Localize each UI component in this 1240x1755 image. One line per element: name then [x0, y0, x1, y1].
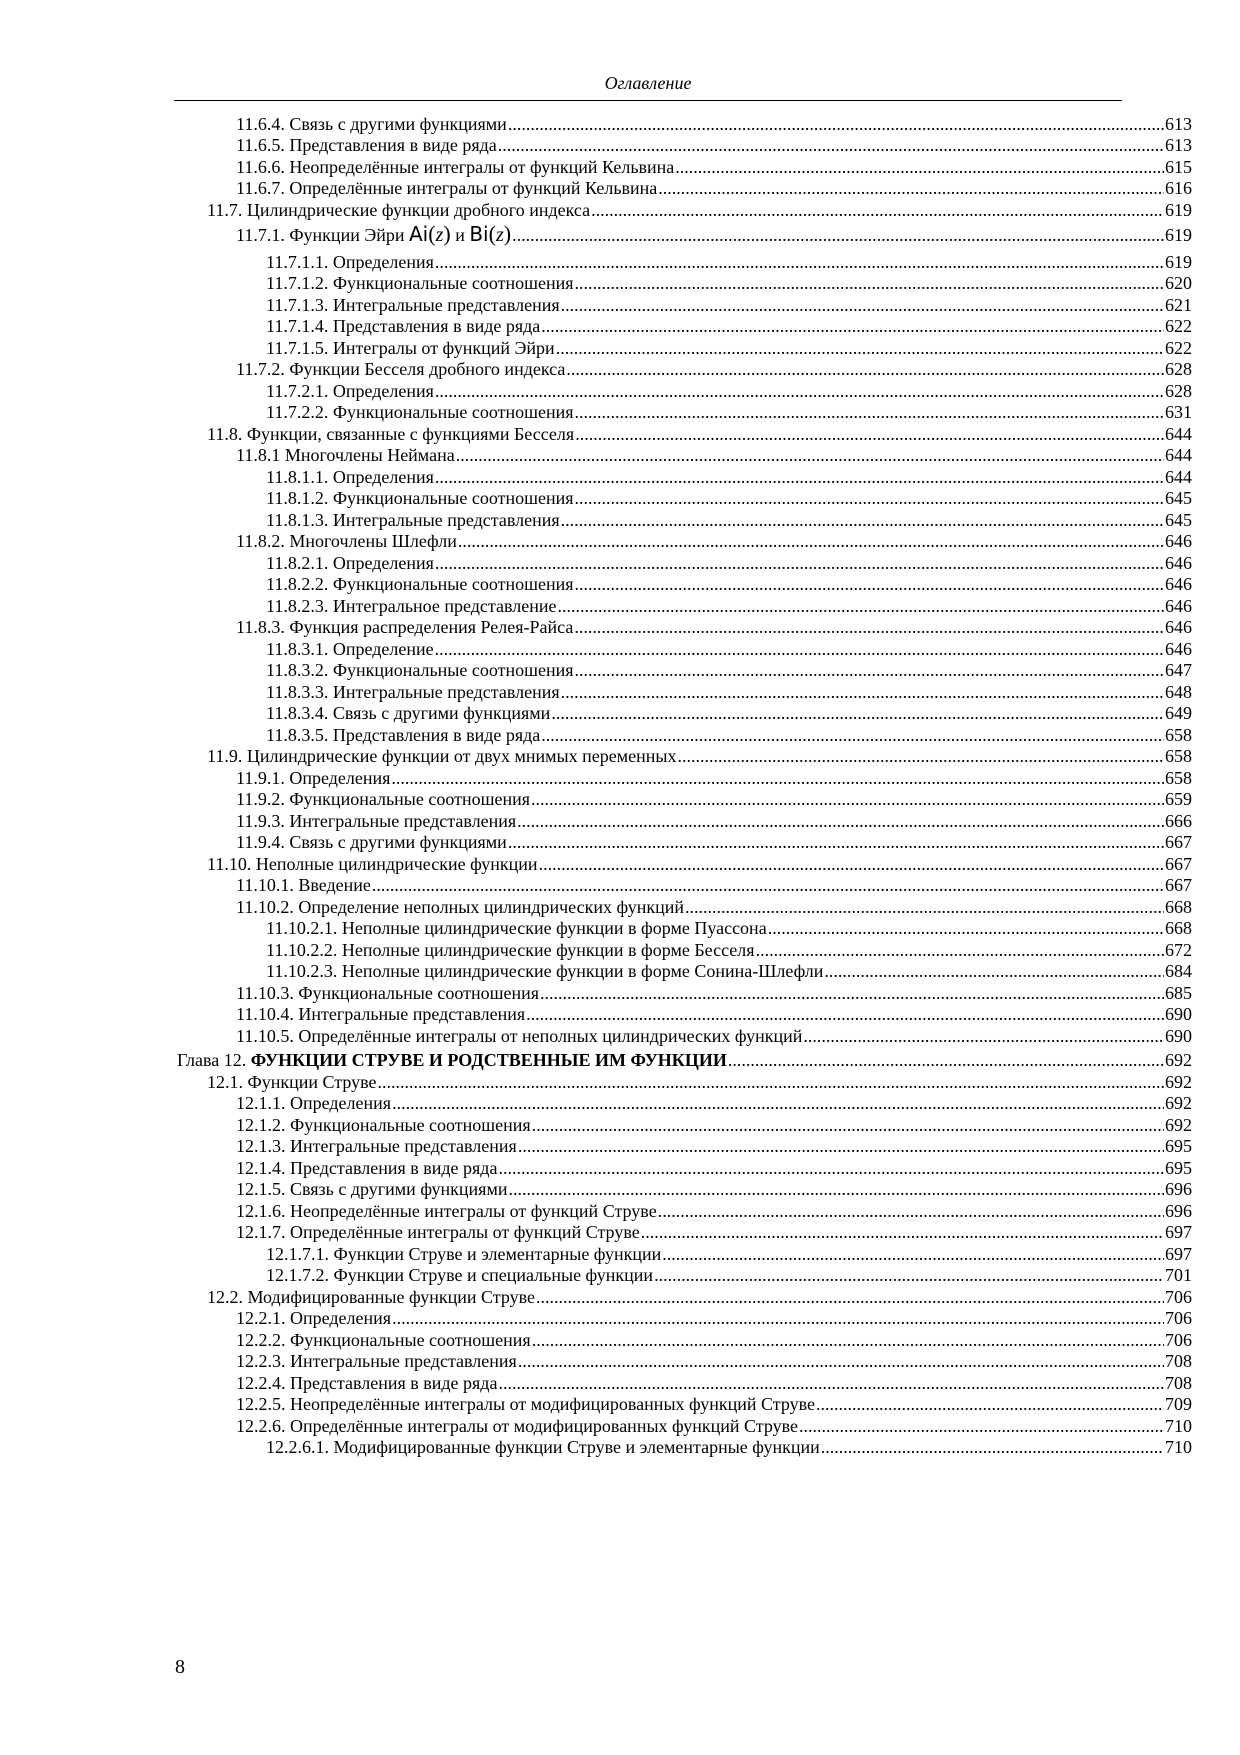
toc-entry-title: 11.8.3.2. Функциональные соотношения	[266, 660, 574, 680]
toc-entry[interactable]	[236, 529, 1192, 553]
toc-page-number: 706	[1165, 1308, 1192, 1328]
toc-entry[interactable]	[236, 1091, 1192, 1115]
dot-leader	[641, 1220, 1164, 1244]
toc-page-number: 658	[1165, 725, 1192, 745]
toc-entry-title: 11.9.1. Определения	[236, 768, 391, 788]
toc-entry-title: 12.2.6.1. Модифицированные функции Струве и элементарные функции	[266, 1437, 820, 1457]
toc-page-number: 695	[1165, 1158, 1192, 1178]
toc-entry[interactable]	[266, 271, 1192, 295]
page-number: 8	[175, 1656, 185, 1678]
chapter-prefix: Глава 12.	[177, 1050, 251, 1070]
toc-entry[interactable]	[266, 486, 1192, 510]
toc-page-number: 645	[1165, 488, 1192, 508]
toc-entry-title: 12.1.4. Представления в виде ряда	[236, 1158, 498, 1178]
dot-leader	[574, 615, 1164, 639]
toc-entry-title: 12.1.7.1. Функции Струве и элементарные функции	[266, 1244, 662, 1264]
airy-ai-argument: z	[435, 224, 444, 246]
toc-page-number: 668	[1165, 918, 1192, 938]
toc-entry[interactable]	[266, 1435, 1192, 1459]
toc-entry[interactable]	[236, 1177, 1192, 1201]
dot-leader	[575, 271, 1164, 295]
toc-page-number: 628	[1165, 381, 1192, 401]
toc-entry-title: 11.6.4. Связь с другими функциями	[236, 114, 507, 134]
toc-entry-title: 11.10.2.3. Неполные цилиндрические функции в форме Сонина-Шлефли	[266, 961, 824, 981]
toc-entry[interactable]	[266, 658, 1192, 682]
toc-entry-title: 11.10.2. Определение неполных цилиндрических функций	[236, 897, 684, 917]
toc-entry[interactable]	[236, 1306, 1192, 1330]
toc-entry-title: 11.8.3. Функция распределения Релея-Райса	[236, 617, 574, 637]
open-paren: (	[428, 221, 436, 246]
toc-entry-title: 12.1.7.2. Функции Струве и специальные функции	[266, 1265, 654, 1285]
toc-page-number: 667	[1165, 854, 1192, 874]
toc-page-number: 646	[1165, 596, 1192, 616]
toc-page-number: 644	[1165, 467, 1192, 487]
toc-entry[interactable]	[236, 1134, 1192, 1158]
toc-entry-title: 12.2.5. Неопределённые интегралы от модифицированных функций Струве	[236, 1394, 816, 1414]
toc-page-number: 692	[1165, 1050, 1192, 1070]
dot-leader	[824, 959, 1164, 983]
toc-page-number: 668	[1165, 897, 1192, 917]
toc-entry-title: 11.7.1.1. Определения	[266, 252, 434, 272]
toc-page-number: 613	[1165, 114, 1192, 134]
toc-page-number: 644	[1165, 445, 1192, 465]
toc-page-number: 628	[1165, 359, 1192, 379]
toc-entry-title: 11.10. Неполные цилиндрические функции	[207, 854, 538, 874]
toc-page-number: 647	[1165, 660, 1192, 680]
toc-page-number: 621	[1165, 295, 1192, 315]
toc-entry-title: 11.8.1.1. Определения	[266, 467, 434, 487]
toc-entry-title: 12.1.6. Неопределённые интегралы от функций Струве	[236, 1201, 657, 1221]
toc-entry[interactable]	[236, 873, 1192, 897]
toc-entry-title: 11.10.2.2. Неполные цилиндрические функции в форме Бесселя	[266, 940, 755, 960]
toc-page-number: 690	[1165, 1026, 1192, 1046]
open-paren: (	[488, 221, 496, 246]
toc-entry-title: 12.2.3. Интегральные представления	[236, 1351, 517, 1371]
dot-leader	[768, 916, 1164, 940]
toc-entry-title: 11.7.2.1. Определения	[266, 381, 434, 401]
formula-row-prefix: 11.7.1. Функции Эйри	[236, 225, 409, 245]
toc-entry[interactable]	[266, 1263, 1192, 1287]
dot-leader	[728, 1048, 1164, 1072]
dot-leader	[575, 400, 1164, 424]
toc-page-number: 619	[1165, 225, 1192, 245]
close-paren: )	[443, 221, 451, 246]
toc-entry-title: 12.2.4. Представления в виде ряда	[236, 1373, 498, 1393]
toc-entry-airy-functions[interactable]	[236, 222, 1192, 250]
toc-page-number: 619	[1165, 200, 1192, 220]
toc-entry-title: 12.1.3. Интегральные представления	[236, 1136, 517, 1156]
dot-leader	[531, 787, 1164, 811]
toc-entry[interactable]	[266, 400, 1192, 424]
toc-entry-title: 11.7.2.2. Функциональные соотношения	[266, 402, 574, 422]
toc-page-number: 695	[1165, 1136, 1192, 1156]
toc-entry[interactable]	[236, 1349, 1192, 1373]
dot-leader	[518, 1349, 1164, 1373]
toc-entry-title: 11.6.6. Неопределённые интегралы от функций Кельвина	[236, 157, 675, 177]
toc-entry-title: 11.8.2.2. Функциональные соотношения	[266, 574, 574, 594]
toc-entry-title: 11.10.1. Введение	[236, 875, 371, 895]
toc-entry-title: 11.10.5. Определённые интегралы от неполных цилиндрических функций	[236, 1026, 803, 1046]
dot-leader	[392, 1091, 1164, 1115]
dot-leader	[821, 1435, 1164, 1459]
dot-leader	[456, 443, 1164, 467]
dot-leader	[678, 744, 1164, 768]
toc-page-number: 710	[1165, 1416, 1192, 1436]
dot-leader	[575, 658, 1164, 682]
toc-page-number: 701	[1165, 1265, 1192, 1285]
toc-entry-title: 11.9.4. Связь с другими функциями	[236, 832, 507, 852]
dot-leader	[566, 357, 1164, 381]
dot-leader	[526, 1002, 1164, 1026]
toc-entry[interactable]	[236, 1002, 1192, 1026]
toc-entry[interactable]	[236, 357, 1192, 381]
toc-page-number: 684	[1165, 961, 1192, 981]
toc-entry[interactable]	[236, 1024, 1192, 1048]
toc-page-number: 649	[1165, 703, 1192, 723]
toc-entry[interactable]	[266, 916, 1192, 940]
toc-page-number: 672	[1165, 940, 1192, 960]
close-paren: )	[503, 221, 512, 246]
toc-page-number: 622	[1165, 316, 1192, 336]
toc-page-number: 622	[1165, 338, 1192, 358]
toc-page-number: 692	[1165, 1093, 1192, 1113]
toc-entry-title: 12.2.6. Определённые интегралы от модифицированных функций Струве	[236, 1416, 799, 1436]
toc-entry[interactable]	[236, 133, 1192, 157]
dot-leader	[372, 873, 1164, 897]
toc-page-number: 667	[1165, 875, 1192, 895]
toc-entry[interactable]	[266, 701, 1192, 725]
toc-entry-title: 11.9.2. Функциональные соотношения	[236, 789, 531, 809]
toc-entry-title: 11.7.2. Функции Бесселя дробного индекса	[236, 359, 566, 379]
toc-entry[interactable]	[236, 615, 1192, 639]
toc-entry-title	[236, 222, 511, 247]
toc-entry[interactable]	[236, 1392, 1192, 1416]
toc-page-number: 706	[1165, 1330, 1192, 1350]
toc-entry-title: 11.8.3.1. Определение	[266, 639, 434, 659]
toc-entry[interactable]	[266, 572, 1192, 596]
toc-page-number: 696	[1165, 1201, 1192, 1221]
toc-entry[interactable]	[236, 830, 1192, 854]
toc-entry-title: 11.7.1.4. Представления в виде ряда	[266, 316, 541, 336]
toc-entry-title: 11.7. Цилиндрические функции дробного индекса	[207, 200, 591, 220]
toc-page-number: 619	[1165, 252, 1192, 272]
toc-page-number: 706	[1165, 1287, 1192, 1307]
toc-entry[interactable]	[236, 1220, 1192, 1244]
toc-entry-title: 12.2.1. Определения	[236, 1308, 392, 1328]
toc-page-number: 692	[1165, 1072, 1192, 1092]
toc-page-number: 646	[1165, 553, 1192, 573]
toc-entry-title: 11.8. Функции, связанные с функциями Бесселя	[207, 424, 575, 444]
toc-entry-title: 11.10.4. Интегральные представления	[236, 1004, 526, 1024]
toc-page-number: 615	[1165, 157, 1192, 177]
dot-leader	[498, 133, 1164, 157]
toc-entry-title: 11.10.3. Функциональные соотношения	[236, 983, 540, 1003]
dot-leader	[518, 1134, 1164, 1158]
toc-entry-title: 11.10.2.1. Неполные цилиндрические функции в форме Пуассона	[266, 918, 767, 938]
toc-page-number: 696	[1165, 1179, 1192, 1199]
toc-page-number: 631	[1165, 402, 1192, 422]
running-header: Оглавление	[604, 73, 692, 93]
chapter-title: ФУНКЦИИ СТРУВЕ И РОДСТВЕННЫЕ ИМ ФУНКЦИИ	[250, 1050, 727, 1070]
dot-leader	[392, 1306, 1164, 1330]
toc-entry-title: 11.6.5. Представления в виде ряда	[236, 135, 497, 155]
dot-leader	[551, 701, 1164, 725]
toc-entry-title: 12.1.2. Функциональные соотношения	[236, 1115, 531, 1135]
toc-page-number: 648	[1165, 682, 1192, 702]
toc-page-number: 646	[1165, 574, 1192, 594]
toc-entry-title: 11.8.1.2. Функциональные соотношения	[266, 488, 574, 508]
toc-page-number: 667	[1165, 832, 1192, 852]
toc-entry[interactable]	[207, 198, 1192, 222]
toc-page-number: 658	[1165, 768, 1192, 788]
toc-entry-title: 11.6.7. Определённые интегралы от функций Кельвина	[236, 178, 658, 198]
toc-entry-title: 12.1.1. Определения	[236, 1093, 392, 1113]
dot-leader	[575, 572, 1164, 596]
toc-page-number: 685	[1165, 983, 1192, 1003]
toc-entry[interactable]	[207, 744, 1192, 768]
toc-page-number: 646	[1165, 639, 1192, 659]
toc-entry-title: 12.1.5. Связь с другими функциями	[236, 1179, 508, 1199]
toc-page-number: 613	[1165, 135, 1192, 155]
dot-leader	[508, 1177, 1164, 1201]
dot-leader	[658, 176, 1164, 200]
toc-page-number: 646	[1165, 531, 1192, 551]
toc-page-number: 666	[1165, 811, 1192, 831]
toc-page-number: 620	[1165, 273, 1192, 293]
dot-leader	[458, 529, 1164, 553]
toc-page-number: 708	[1165, 1373, 1192, 1393]
toc-entry-title: 11.8.2.3. Интегральное представление	[266, 596, 557, 616]
toc-entry-title: 11.8.1.3. Интегральные представления	[266, 510, 560, 530]
toc-entry-title: 11.7.1.5. Интегралы от функций Эйри	[266, 338, 555, 358]
toc-entry-title: 11.9.3. Интегральные представления	[236, 811, 517, 831]
toc-entry-title: 11.8.3.4. Связь с другими функциями	[266, 703, 551, 723]
airy-bi-argument: z	[495, 224, 504, 246]
toc-page-number: 697	[1165, 1222, 1192, 1242]
airy-ai-symbol: Ai	[408, 222, 429, 246]
toc-entry[interactable]	[236, 443, 1192, 467]
toc-page-number: 692	[1165, 1115, 1192, 1135]
toc-entry-title: 11.8.3.5. Представления в виде ряда	[266, 725, 541, 745]
toc-page-number: 710	[1165, 1437, 1192, 1457]
dot-leader	[591, 198, 1164, 222]
toc-page-number: 616	[1165, 178, 1192, 198]
toc-entry[interactable]	[266, 959, 1192, 983]
toc-entry-title: 12.1.7. Определённые интегралы от функций Струве	[236, 1222, 640, 1242]
toc-page-number: 644	[1165, 424, 1192, 444]
dot-leader	[803, 1024, 1164, 1048]
toc-entry[interactable]	[266, 314, 1192, 338]
dot-leader	[541, 314, 1164, 338]
toc-page-number: 690	[1165, 1004, 1192, 1024]
toc-entry-title: 11.7.1.3. Интегральные представления	[266, 295, 560, 315]
toc-page-number: 659	[1165, 789, 1192, 809]
toc-entry-title: 11.8.2.1. Определения	[266, 553, 434, 573]
toc-chapter-entry[interactable]	[177, 1048, 1192, 1072]
formula-conjunction: и	[450, 225, 470, 245]
toc-entry-title: 11.8.3.3. Интегральные представления	[266, 682, 560, 702]
toc-entry-title: 12.2. Модифицированные функции Струве	[207, 1287, 535, 1307]
toc-entry-title: 12.2.2. Функциональные соотношения	[236, 1330, 531, 1350]
toc-page-number: 646	[1165, 617, 1192, 637]
toc-entry-title: 11.8.1 Многочлены Неймана	[236, 445, 455, 465]
dot-leader	[816, 1392, 1164, 1416]
dot-leader	[575, 486, 1164, 510]
toc-entry[interactable]	[236, 787, 1192, 811]
toc-page-number: 645	[1165, 510, 1192, 530]
toc-page-number: 658	[1165, 746, 1192, 766]
toc-page-number: 697	[1165, 1244, 1192, 1264]
airy-bi-symbol: Bi	[469, 222, 489, 246]
dot-leader	[654, 1263, 1164, 1287]
dot-leader	[508, 830, 1164, 854]
dot-leader	[512, 223, 1164, 247]
toc-page-number: 709	[1165, 1394, 1192, 1414]
toc-entry-title: 12.1. Функции Струве	[207, 1072, 377, 1092]
toc-page-number: 708	[1165, 1351, 1192, 1371]
toc-entry[interactable]	[236, 176, 1192, 200]
toc-entry-title	[177, 1048, 727, 1072]
toc-entry-title: 11.9. Цилиндрические функции от двух мнимых переменных	[207, 746, 677, 766]
toc-entry-title: 11.7.1.2. Функциональные соотношения	[266, 273, 574, 293]
toc-entry-title: 11.8.2. Многочлены Шлефли	[236, 531, 457, 551]
